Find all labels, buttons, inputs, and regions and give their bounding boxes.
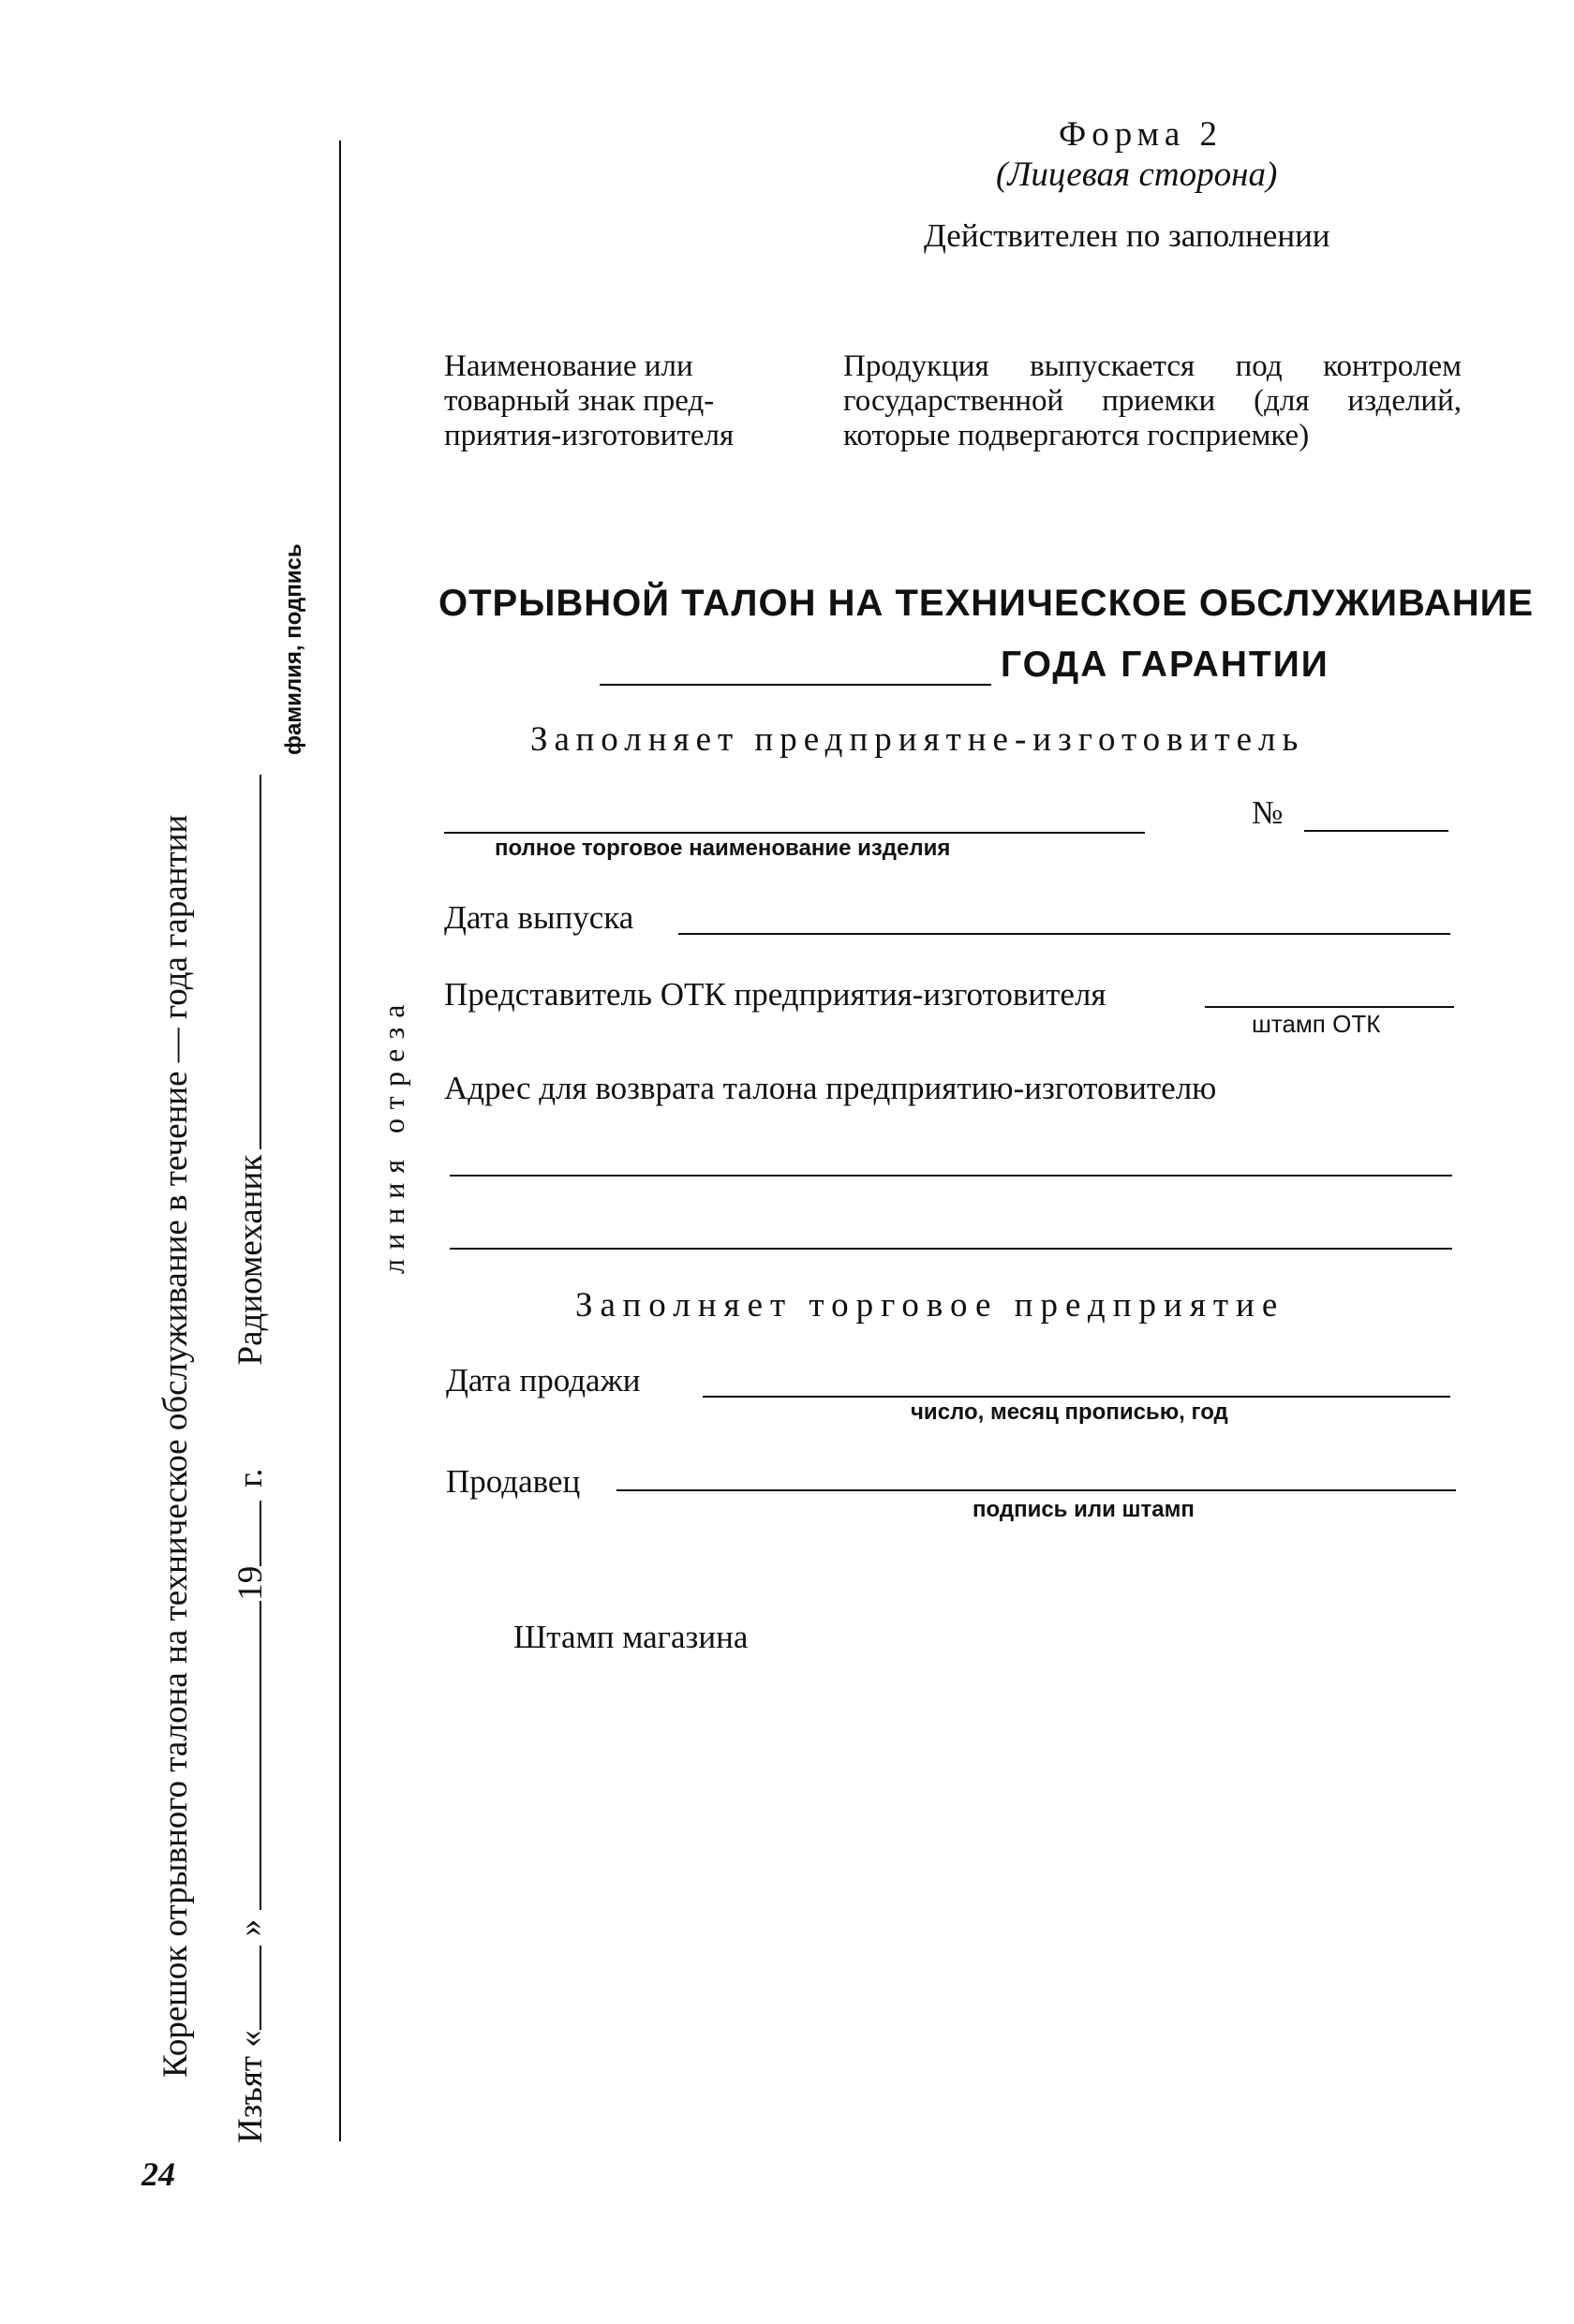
signature-caption: фамилия, подпись — [281, 543, 306, 755]
mechanic-signature-field[interactable] — [231, 775, 261, 1149]
year-prefix: 19 — [231, 1565, 270, 1601]
page-number: 24 — [141, 2155, 175, 2193]
otk-representative-field[interactable] — [1205, 1006, 1454, 1008]
cut-rule — [339, 141, 341, 2141]
number-label: № — [1252, 794, 1284, 831]
return-address-line-1[interactable] — [450, 1175, 1452, 1177]
product-number-field[interactable] — [1304, 830, 1448, 832]
return-address-label: Адрес для возврата талона предприятию-изготовителю — [444, 1070, 1217, 1106]
coupon-title: ОТРЫВНОЙ ТАЛОН НА ТЕХНИЧЕСКОЕ ОБСЛУЖИВАНИЕ — [438, 583, 1535, 624]
cut-line-label: линия отреза — [377, 995, 410, 1274]
taken-month-field[interactable] — [231, 1601, 261, 1910]
release-date-field[interactable] — [678, 933, 1450, 935]
product-name-caption: полное торговое наименование изделия — [495, 836, 951, 861]
sale-date-label: Дата продажи — [446, 1362, 641, 1399]
mechanic-label: Радиомеханик — [231, 1154, 270, 1366]
release-date-label: Дата выпуска — [444, 899, 634, 936]
state-acceptance-note: Продукция выпускается под контролем государственной приемки (для изделий, которые подвергаются госприемке) — [843, 349, 1462, 452]
sale-date-caption: число, месяц прописью, год — [911, 1399, 1228, 1425]
return-address-line-2[interactable] — [450, 1248, 1452, 1250]
seller-caption: подпись или штамп — [973, 1497, 1195, 1522]
shop-stamp-label: Штамп магазина — [513, 1619, 749, 1655]
year-field[interactable] — [231, 1501, 261, 1566]
taken-quote-close: » — [231, 1918, 270, 1937]
year-suffix: г. — [231, 1468, 270, 1488]
product-name-field[interactable] — [444, 832, 1145, 834]
taken-day-field[interactable] — [231, 1946, 261, 2030]
trade-section-heading: Заполняет торговое предприятие — [575, 1286, 1285, 1325]
stub-title: Корешок отрывного талона на техническое обслуживание в течение — года гарантии — [156, 814, 195, 2078]
form-title: Форма 2 — [1059, 115, 1224, 154]
manufacturer-section-heading: Заполняет предприятне-изготовитель — [530, 720, 1305, 759]
taken-prefix: Изъят « — [231, 2030, 270, 2143]
validity-note: Действителен по заполнении — [924, 217, 1330, 254]
otk-stamp-caption: штамп ОТК — [1252, 1010, 1381, 1038]
form-side-note: (Лицевая сторона) — [996, 155, 1278, 194]
warranty-year-field[interactable] — [600, 684, 991, 686]
coupon-title-year: ГОДА ГАРАНТИИ — [1001, 644, 1329, 685]
seller-label: Продавец — [446, 1463, 581, 1500]
seller-field[interactable] — [616, 1489, 1456, 1491]
sale-date-field[interactable] — [703, 1396, 1450, 1398]
otk-representative-label: Представитель ОТК предприятия-изготовителя — [444, 976, 1106, 1013]
stub-taken-row — [230, 775, 271, 2143]
manufacturer-name-label: Наименование или товарный знак пред- приятия-изготовителя — [444, 349, 735, 452]
